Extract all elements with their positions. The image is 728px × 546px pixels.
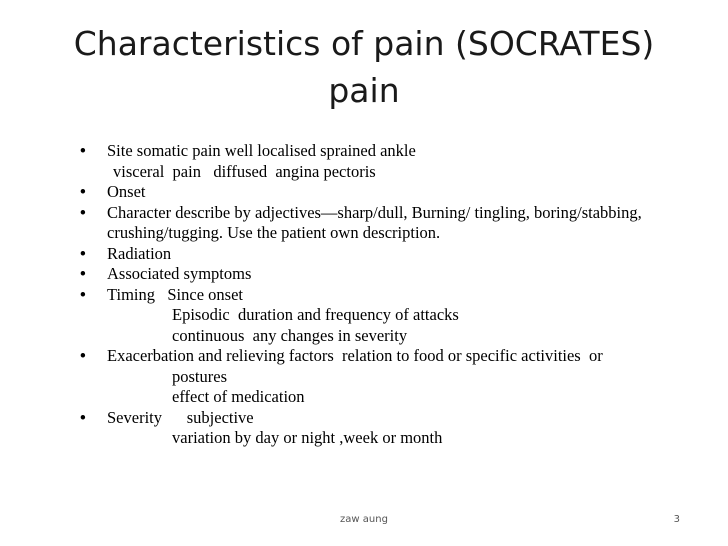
bullet-icon: •: [80, 244, 86, 263]
onset-text: Onset: [107, 182, 146, 201]
site-text: Site somatic pain well localised sprained ankle: [107, 141, 416, 160]
title-line-2: pain: [328, 71, 400, 110]
list-item-onset: [80, 182, 710, 203]
page-number: 3: [673, 514, 680, 525]
exacerbation-medication: effect of medication: [172, 387, 305, 406]
exacerbation-postures: postures: [172, 366, 227, 386]
character-continuation: crushing/tugging. Use the patient own description.: [107, 223, 441, 242]
bullet-icon: •: [80, 142, 86, 160]
list-item-timing: [80, 285, 710, 347]
severity-text: Severity subjective: [107, 407, 254, 427]
severity-variation: variation by day or night ,week or month: [172, 428, 443, 447]
bullet-list: [80, 141, 710, 449]
timing-text: Timing Since onset: [107, 284, 243, 304]
bullet-icon: •: [80, 285, 86, 304]
exacerbation-text: Exacerbation and relieving factors relation to food or specific activities or: [107, 346, 603, 365]
list-item-exacerbation: [80, 346, 710, 408]
title-line-1: Characteristics of pain (SOCRATES): [73, 24, 655, 63]
bullet-icon: •: [80, 203, 86, 222]
site-continuation: visceral pain diffused angina pectoris: [113, 161, 376, 181]
bullet-icon: •: [80, 408, 86, 427]
character-text: Character describe by adjectives—sharp/dull, Burning/ tingling, boring/stabbing,: [107, 202, 642, 222]
slide-title: [40, 20, 688, 114]
timing-episodic: Episodic duration and frequency of attacks: [172, 305, 459, 324]
bullet-icon: •: [80, 265, 86, 283]
radiation-text: Radiation: [107, 243, 172, 263]
list-item-severity: [80, 408, 710, 449]
associated-text: Associated symptoms: [107, 264, 252, 283]
list-item-site: [80, 141, 710, 182]
bullet-icon: •: [80, 183, 86, 201]
list-item-associated: [80, 264, 710, 285]
list-item-character: [80, 203, 710, 244]
timing-continuous: continuous any changes in severity: [172, 325, 408, 345]
footer-author: zaw aung: [340, 514, 388, 525]
bullet-icon: •: [80, 347, 86, 365]
list-item-radiation: [80, 244, 710, 265]
